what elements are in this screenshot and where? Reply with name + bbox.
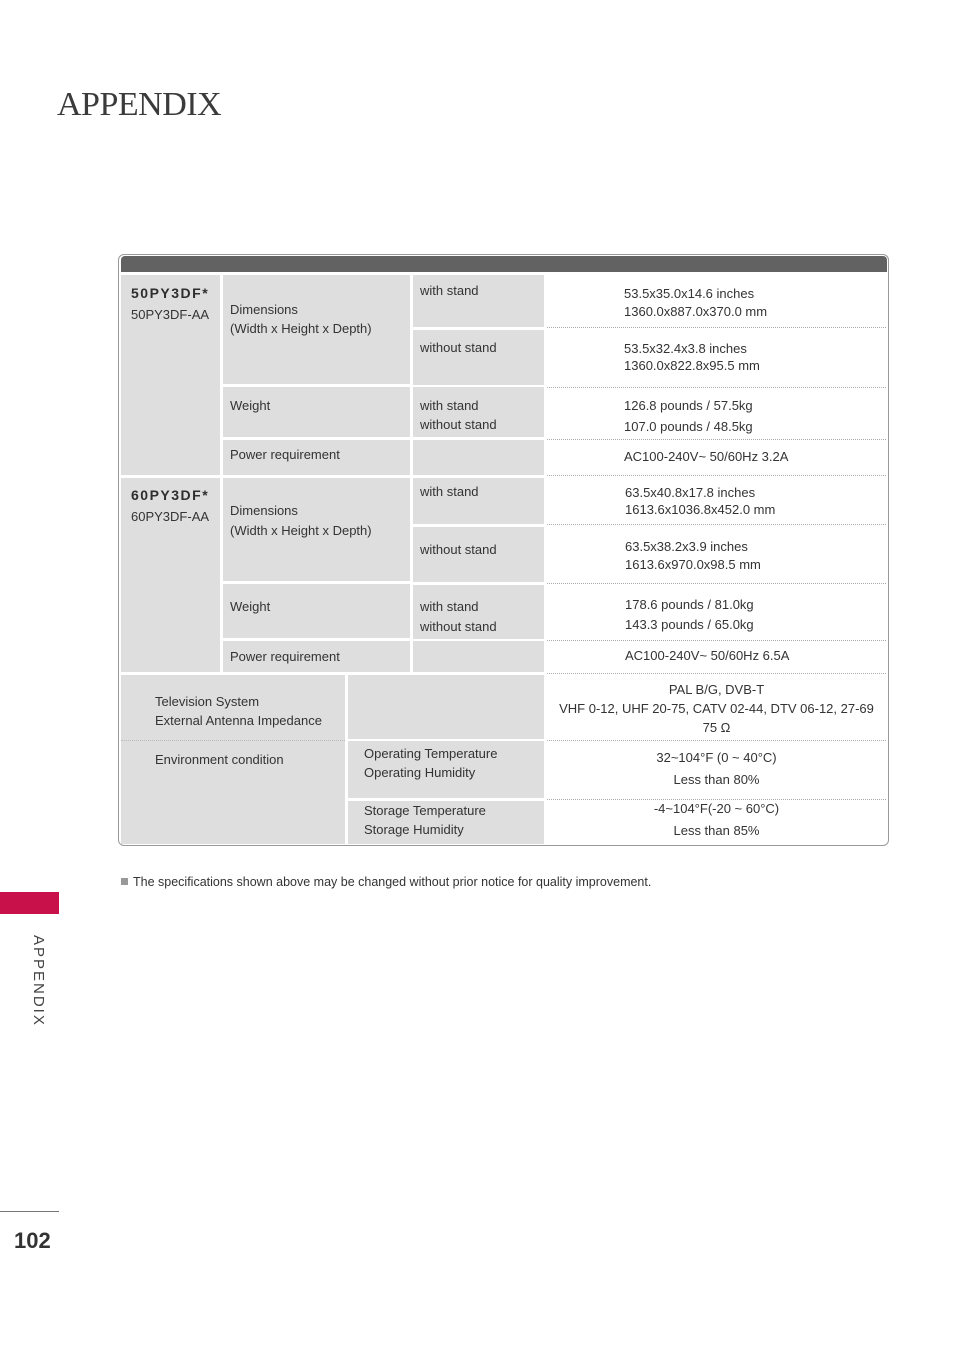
dim-without-stand-value: 53.5x32.4x3.8 inches [624, 341, 747, 356]
without-stand-label: without stand [420, 542, 497, 557]
row-divider [547, 387, 886, 388]
row-divider [547, 673, 886, 674]
weight-value: 126.8 pounds / 57.5kg [624, 398, 753, 413]
with-stand-label: with stand [420, 283, 479, 298]
footnote-text: The specifications shown above may be changed without prior notice for quality improvement. [133, 875, 652, 889]
dimensions-sublabel: (Width x Height x Depth) [230, 321, 372, 336]
storage-humidity-value: Less than 85% [673, 823, 760, 838]
model-variant: 50PY3DF-AA [131, 307, 210, 322]
operating-temperature-value: 32~104°F (0 ~ 40°C) [656, 750, 777, 765]
without-stand-label: without stand [420, 417, 497, 432]
row-divider [547, 439, 886, 440]
weight-value: 107.0 pounds / 48.5kg [624, 419, 753, 434]
side-section-label: APPENDIX [30, 935, 47, 1027]
tv-system-label: Television System [155, 694, 260, 709]
weight-label: Weight [230, 398, 271, 413]
bullet-square-icon [121, 878, 128, 885]
with-stand-label: with stand [420, 398, 479, 413]
row-divider [547, 583, 886, 584]
weight-value: 143.3 pounds / 65.0kg [625, 617, 754, 632]
section-tab-marker [0, 892, 59, 914]
tv-system-value: PAL B/G, DVB-T [668, 682, 765, 697]
operating-humidity-label: Operating Humidity [364, 765, 476, 780]
page-number-rule [0, 1211, 59, 1212]
antenna-impedance-label: External Antenna Impedance [155, 713, 322, 728]
row-divider [121, 740, 345, 741]
dimensions-sublabel: (Width x Height x Depth) [230, 523, 372, 538]
dim-with-stand-value: 53.5x35.0x14.6 inches [624, 286, 755, 301]
model-name: 50PY3DF* [131, 285, 210, 301]
storage-temperature-label: Storage Temperature [364, 803, 486, 818]
dim-with-stand-value: 63.5x40.8x17.8 inches [625, 485, 756, 500]
power-label: Power requirement [230, 649, 340, 664]
row-divider [547, 524, 886, 525]
footnote [121, 875, 651, 889]
power-value: AC100-240V~ 50/60Hz 6.5A [625, 648, 790, 663]
storage-humidity-label: Storage Humidity [364, 822, 464, 837]
row-divider [547, 475, 886, 476]
tv-system-value: VHF 0-12, UHF 20-75, CATV 02-44, DTV 06-12, 27-69 [559, 701, 874, 716]
dim-without-stand-value: 1360.0x822.8x95.5 mm [624, 358, 760, 373]
environment-label: Environment condition [155, 752, 284, 767]
page-title: APPENDIX [57, 86, 222, 123]
power-label: Power requirement [230, 447, 340, 462]
operating-temperature-label: Operating Temperature [364, 746, 498, 761]
model-variant: 60PY3DF-AA [131, 509, 210, 524]
tv-system-blank-cell [348, 675, 544, 739]
storage-temperature-value: -4~104°F(-20 ~ 60°C) [653, 801, 780, 816]
power-value: AC100-240V~ 50/60Hz 3.2A [624, 449, 789, 464]
operating-humidity-value: Less than 80% [673, 772, 760, 787]
dim-without-stand-value: 1613.6x970.0x98.5 mm [625, 557, 761, 572]
dim-with-stand-value: 1613.6x1036.8x452.0 mm [625, 502, 776, 517]
dimensions-label: Dimensions [230, 302, 298, 317]
without-stand-label: without stand [420, 619, 497, 634]
row-divider [547, 740, 886, 741]
with-stand-label: with stand [420, 484, 479, 499]
power-blank-cell [413, 440, 544, 475]
weight-value: 178.6 pounds / 81.0kg [625, 597, 754, 612]
dimensions-label: Dimensions [230, 503, 298, 518]
power-blank-cell [413, 641, 544, 672]
page-number: 102 [14, 1228, 51, 1253]
without-stand-label: without stand [420, 340, 497, 355]
with-stand-label: with stand [420, 599, 479, 614]
dim-with-stand-value: 1360.0x887.0x370.0 mm [624, 304, 768, 319]
model-name: 60PY3DF* [131, 487, 210, 503]
row-divider [547, 640, 886, 641]
row-divider [547, 327, 886, 328]
antenna-impedance-value: 75 Ω [702, 720, 731, 735]
spec-table-header-bar [121, 256, 887, 272]
dim-without-stand-value: 63.5x38.2x3.9 inches [625, 539, 748, 554]
weight-label: Weight [230, 599, 271, 614]
